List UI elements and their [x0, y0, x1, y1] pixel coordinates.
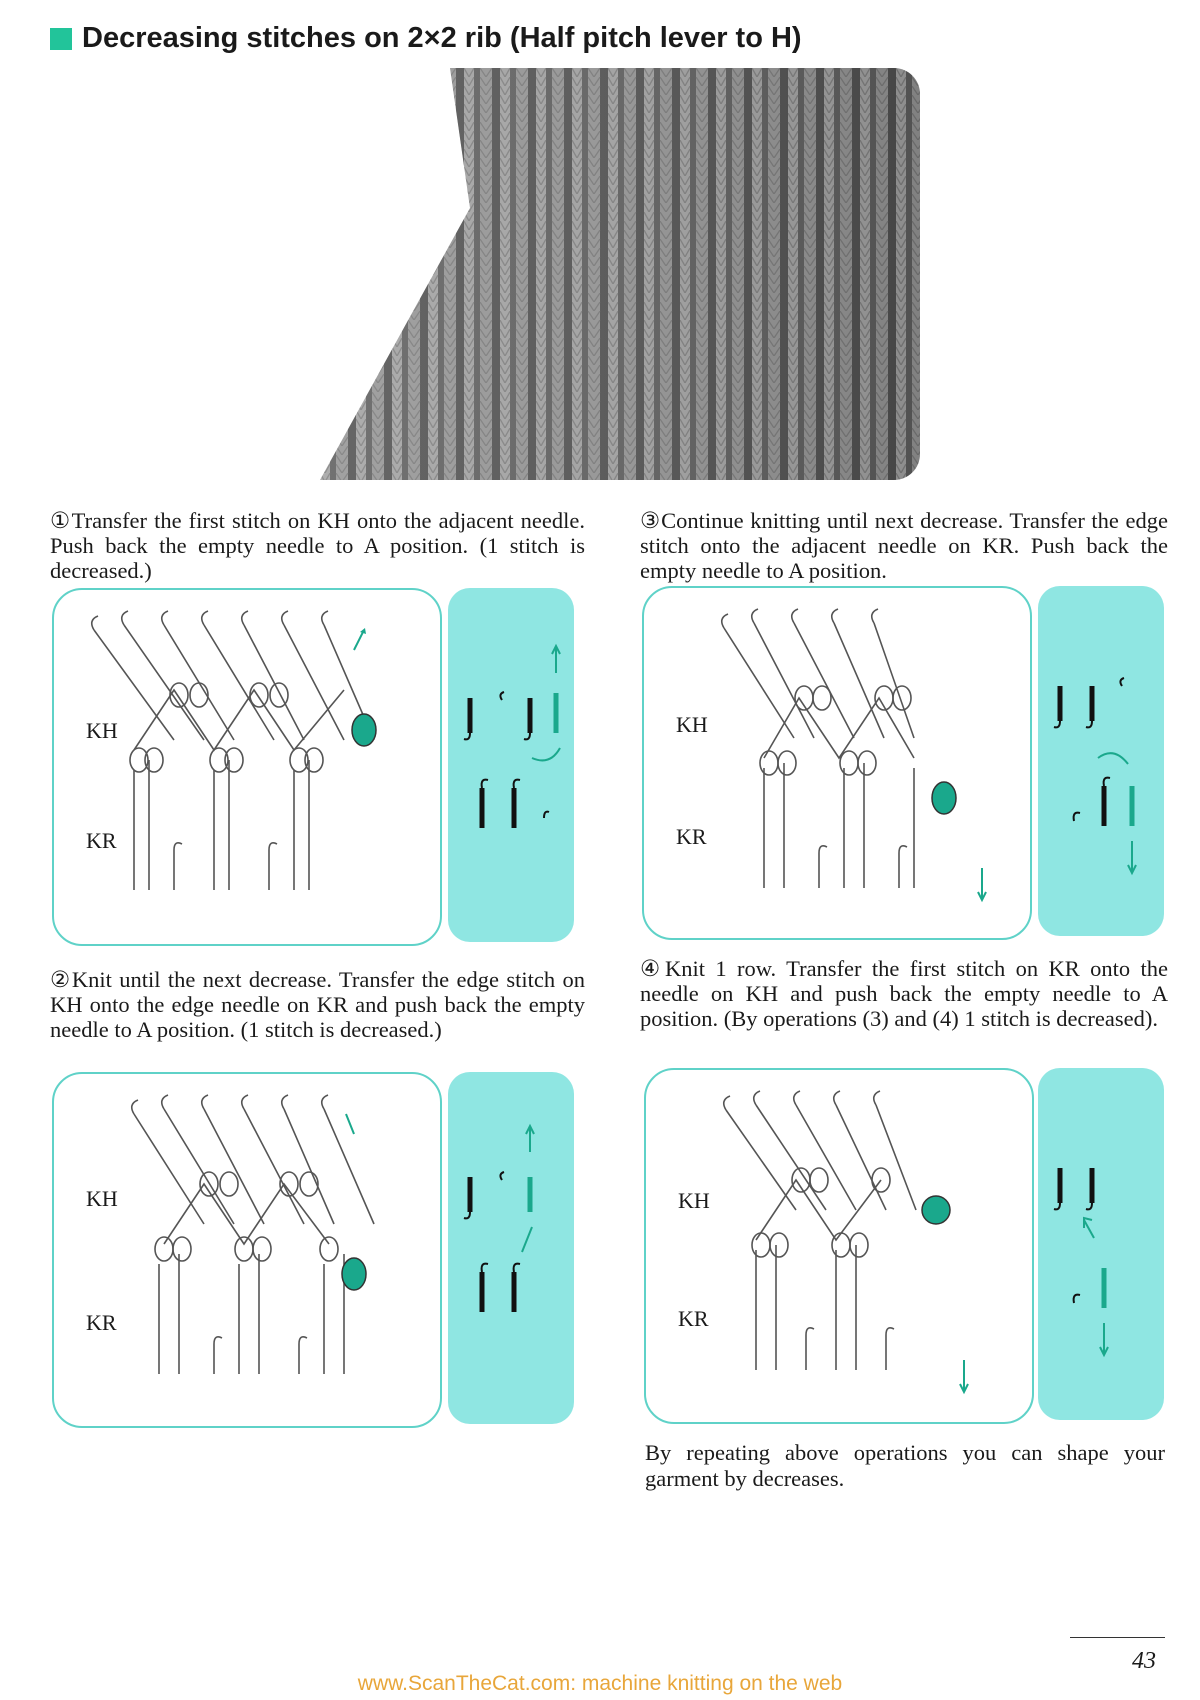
- step-4-diagram: [644, 1068, 1034, 1424]
- step-4-kr-label: KR: [678, 1306, 709, 1331]
- step-4-kh-label: KH: [678, 1188, 710, 1213]
- step-2-kh-label: KH: [86, 1186, 118, 1211]
- closing-note: By repeating above operations you can shape your garment by decreases.: [645, 1440, 1165, 1491]
- step-1-diagram: [52, 588, 442, 946]
- step-4-text: Knit 1 row. Transfer the first stitch on KR onto the needle on KH and push back the empty needle to A position. (By operations (3) and (4) 1 stitch is decreased).: [640, 956, 1169, 1031]
- page-number: 43: [1132, 1648, 1156, 1674]
- step-3-text: Continue knitting until next decrease. Transfer the edge stitch onto the adjacent needle on KR. Push back the empty needle to A position.: [640, 508, 1169, 583]
- step-4-number: ④: [640, 956, 665, 981]
- page-title: [50, 22, 802, 55]
- step-3-number: ③: [640, 508, 662, 533]
- section-marker: [50, 28, 72, 50]
- step-4-needle-chart: [1038, 1068, 1164, 1420]
- footer-credit: www.ScanTheCat.com: machine knitting on the web: [357, 1672, 843, 1695]
- step-3: [640, 508, 1168, 583]
- step-1-text: Transfer the first stitch on KH onto the adjacent needle. Push back the empty needle to A position. (1 stitch is decreased.): [50, 508, 585, 583]
- step-1: [50, 508, 585, 583]
- step-2-kr-label: KR: [86, 1310, 117, 1335]
- step-1-kr-label: KR: [86, 828, 117, 853]
- step-2-text: Knit until the next decrease. Transfer the edge stitch on KH onto the edge needle on KR and push back the empty needle to A position. (1 stitch is decreased.): [50, 967, 586, 1042]
- page-title-text: Decreasing stitches on 2×2 rib (Half pitch lever to H): [82, 22, 802, 54]
- step-2-diagram: [52, 1072, 442, 1428]
- step-2: [50, 967, 585, 1042]
- step-2-needle-chart: [448, 1072, 574, 1424]
- step-1-number: ①: [50, 508, 72, 533]
- step-3-needle-chart: [1038, 586, 1164, 936]
- step-4: [640, 956, 1168, 1031]
- step-3-diagram: [642, 586, 1032, 940]
- step-3-kh-label: KH: [676, 712, 708, 737]
- step-3-kr-label: KR: [676, 824, 707, 849]
- knitted-rib-fabric-photo: [320, 68, 920, 480]
- step-1-needle-chart: [448, 588, 574, 942]
- page-number-rule: [1070, 1637, 1165, 1638]
- step-1-kh-label: KH: [86, 718, 118, 743]
- step-2-number: ②: [50, 967, 72, 992]
